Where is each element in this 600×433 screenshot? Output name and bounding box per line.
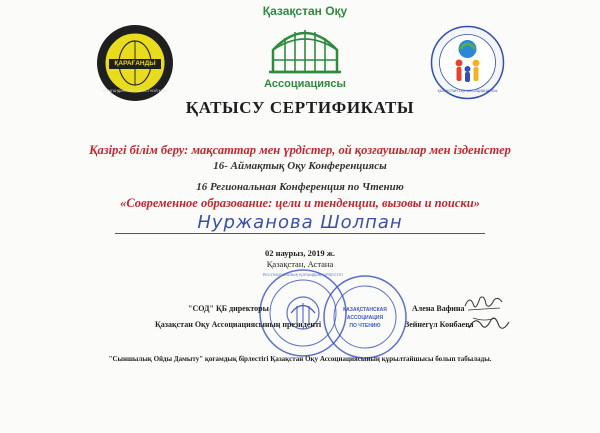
kazakhstan-reading-association-emblem xyxy=(430,25,505,100)
certificate-title: ҚАТЫСУ СЕРТИФИКАТЫ xyxy=(185,98,415,117)
logo-arc-text: Қазақстан Оқу xyxy=(262,4,348,18)
issue-date: 02 наурыз, 2019 ж. xyxy=(264,248,336,258)
signature-konbaeva xyxy=(465,312,513,334)
logo-year: 2002 xyxy=(128,36,142,42)
theme-kazakh: Қазіргі білім беру: мақсаттар мен үрдістер, ой қозғаушылар мен ізденістер xyxy=(89,143,511,157)
logo-bottom-text: Ассоциациясы xyxy=(264,78,346,90)
president-label: Қазақстан Оқу Ассоциациясының президенті xyxy=(155,320,322,329)
conference-kazakh: 16- Аймақтық Оқу Конференциясы xyxy=(213,160,387,172)
recipient-name: Нуржанова Шолпан xyxy=(197,212,403,233)
logo-banner: ҚАРАҒАНДЫ xyxy=(114,60,156,67)
signer-name-1: Алена Вафина xyxy=(412,304,465,313)
director-label: "СОД" ҚБ директоры xyxy=(188,304,269,313)
emblem-ring-text: ҚАЗАҚСТАН ОҚУ АССОЦИАЦИЯСЫ xyxy=(437,89,498,93)
association-stamp-right xyxy=(322,274,408,360)
stamp-text-3: ПО ЧТЕНИЮ xyxy=(349,323,381,329)
footer-note: "Сыншылық Ойды Дамыту" қоғамдық бірлестігі Қазақстан Оқу Ассоциациясының құрылтайшысы болып табылады. xyxy=(108,355,492,363)
karaganda-club-logo xyxy=(95,23,175,103)
reading-association-logo xyxy=(250,2,360,94)
signature-vafina xyxy=(462,292,507,314)
conference-russian: 16 Региональная Конференция по Чтению xyxy=(196,181,404,193)
theme-russian: «Современное образование: цели и тенденции, вызовы и поиски» xyxy=(120,196,480,210)
logo-ring-text: КАРАГАНДИНСКИЙ ОБЛАСТНОЙ КЛУБ xyxy=(102,89,168,93)
signer-name-2: Зейнегүл Конбаева xyxy=(405,320,474,329)
issue-place: Қазақстан, Астана xyxy=(266,259,334,269)
name-underline xyxy=(115,233,485,234)
stamp-text-2: АССОЦИАЦИЯ xyxy=(346,315,384,321)
yurt-icon xyxy=(265,20,345,78)
stamp-text-1: ҚАЗАҚСТАНСКАЯ xyxy=(343,307,387,313)
stamp-ring-text: РЕСПУБЛИКАЛЫҚ ҚОҒАМДЫҚ БІРЛЕСТІГІ xyxy=(262,272,344,277)
